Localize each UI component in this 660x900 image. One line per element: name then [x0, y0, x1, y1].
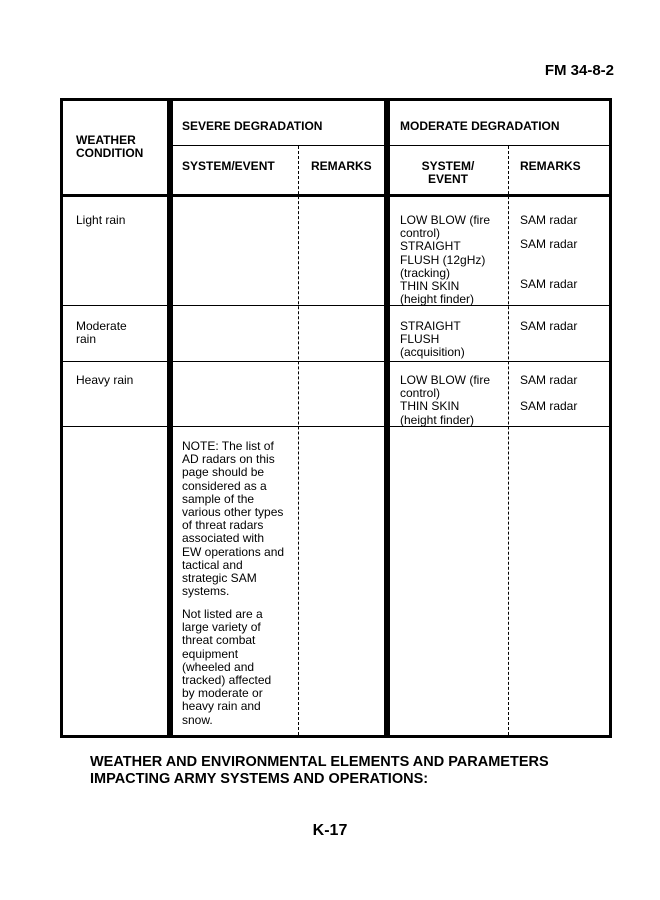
row-condition-moderate-rain: Moderate rain	[76, 319, 127, 347]
moderate-dashed-divider	[508, 146, 509, 735]
table-caption: WEATHER AND ENVIRONMENTAL ELEMENTS AND PARAMETERS IMPACTING ARMY SYSTEMS AND OPERATIONS:	[90, 754, 549, 787]
page-number: K-17	[312, 822, 348, 839]
header-moderate-remarks: REMARKS	[520, 159, 581, 173]
group-header-rule	[170, 145, 612, 146]
header-moderate-system-event: SYSTEM/ EVENT	[421, 159, 475, 187]
row-system-heavy-rain: LOW BLOW (fire control) THIN SKIN (height finder)	[400, 373, 491, 427]
row-system-light-rain: LOW BLOW (fire control) STRAIGHT FLUSH (12gHz) (tracking) THIN SKIN (height finder)	[400, 213, 491, 307]
note-paragraph-2: Not listed are a large variety of threat combat equipment (wheeled and tracked) affected by moderate or heavy rain and snow.	[182, 607, 272, 727]
header-bottom-rule	[60, 194, 612, 197]
row-rule-3	[60, 426, 612, 427]
row-system-moderate-rain: STRAIGHT FLUSH (acquisition)	[400, 319, 465, 360]
row-rule-2	[60, 361, 612, 362]
header-severe-degradation: SEVERE DEGRADATION	[182, 119, 323, 133]
row-condition-heavy-rain: Heavy rain	[76, 373, 134, 387]
row-remark-light-rain-3: SAM radar	[520, 277, 578, 291]
header-weather-condition: WEATHER CONDITION	[76, 133, 144, 161]
row-remark-moderate-rain-1: SAM radar	[520, 319, 578, 333]
row-rule-1	[60, 305, 612, 306]
severe-dashed-divider	[298, 146, 299, 735]
note-paragraph-1: NOTE: The list of AD radars on this page should be considered as a sample of the various other types of threat radars associated with EW operations and tactical and strategic SAM systems.	[182, 439, 285, 599]
row-condition-light-rain: Light rain	[76, 213, 126, 227]
header-severe-remarks: REMARKS	[311, 159, 372, 173]
header-severe-system-event: SYSTEM/EVENT	[182, 159, 275, 173]
header-moderate-degradation: MODERATE DEGRADATION	[400, 119, 560, 133]
row-remark-heavy-rain-2: SAM radar	[520, 399, 578, 413]
row-remark-light-rain-1: SAM radar	[520, 213, 578, 227]
row-remark-heavy-rain-1: SAM radar	[520, 373, 578, 387]
row-remark-light-rain-2: SAM radar	[520, 237, 578, 251]
document-id: FM 34-8-2	[544, 62, 614, 79]
weather-degradation-table	[60, 98, 612, 738]
